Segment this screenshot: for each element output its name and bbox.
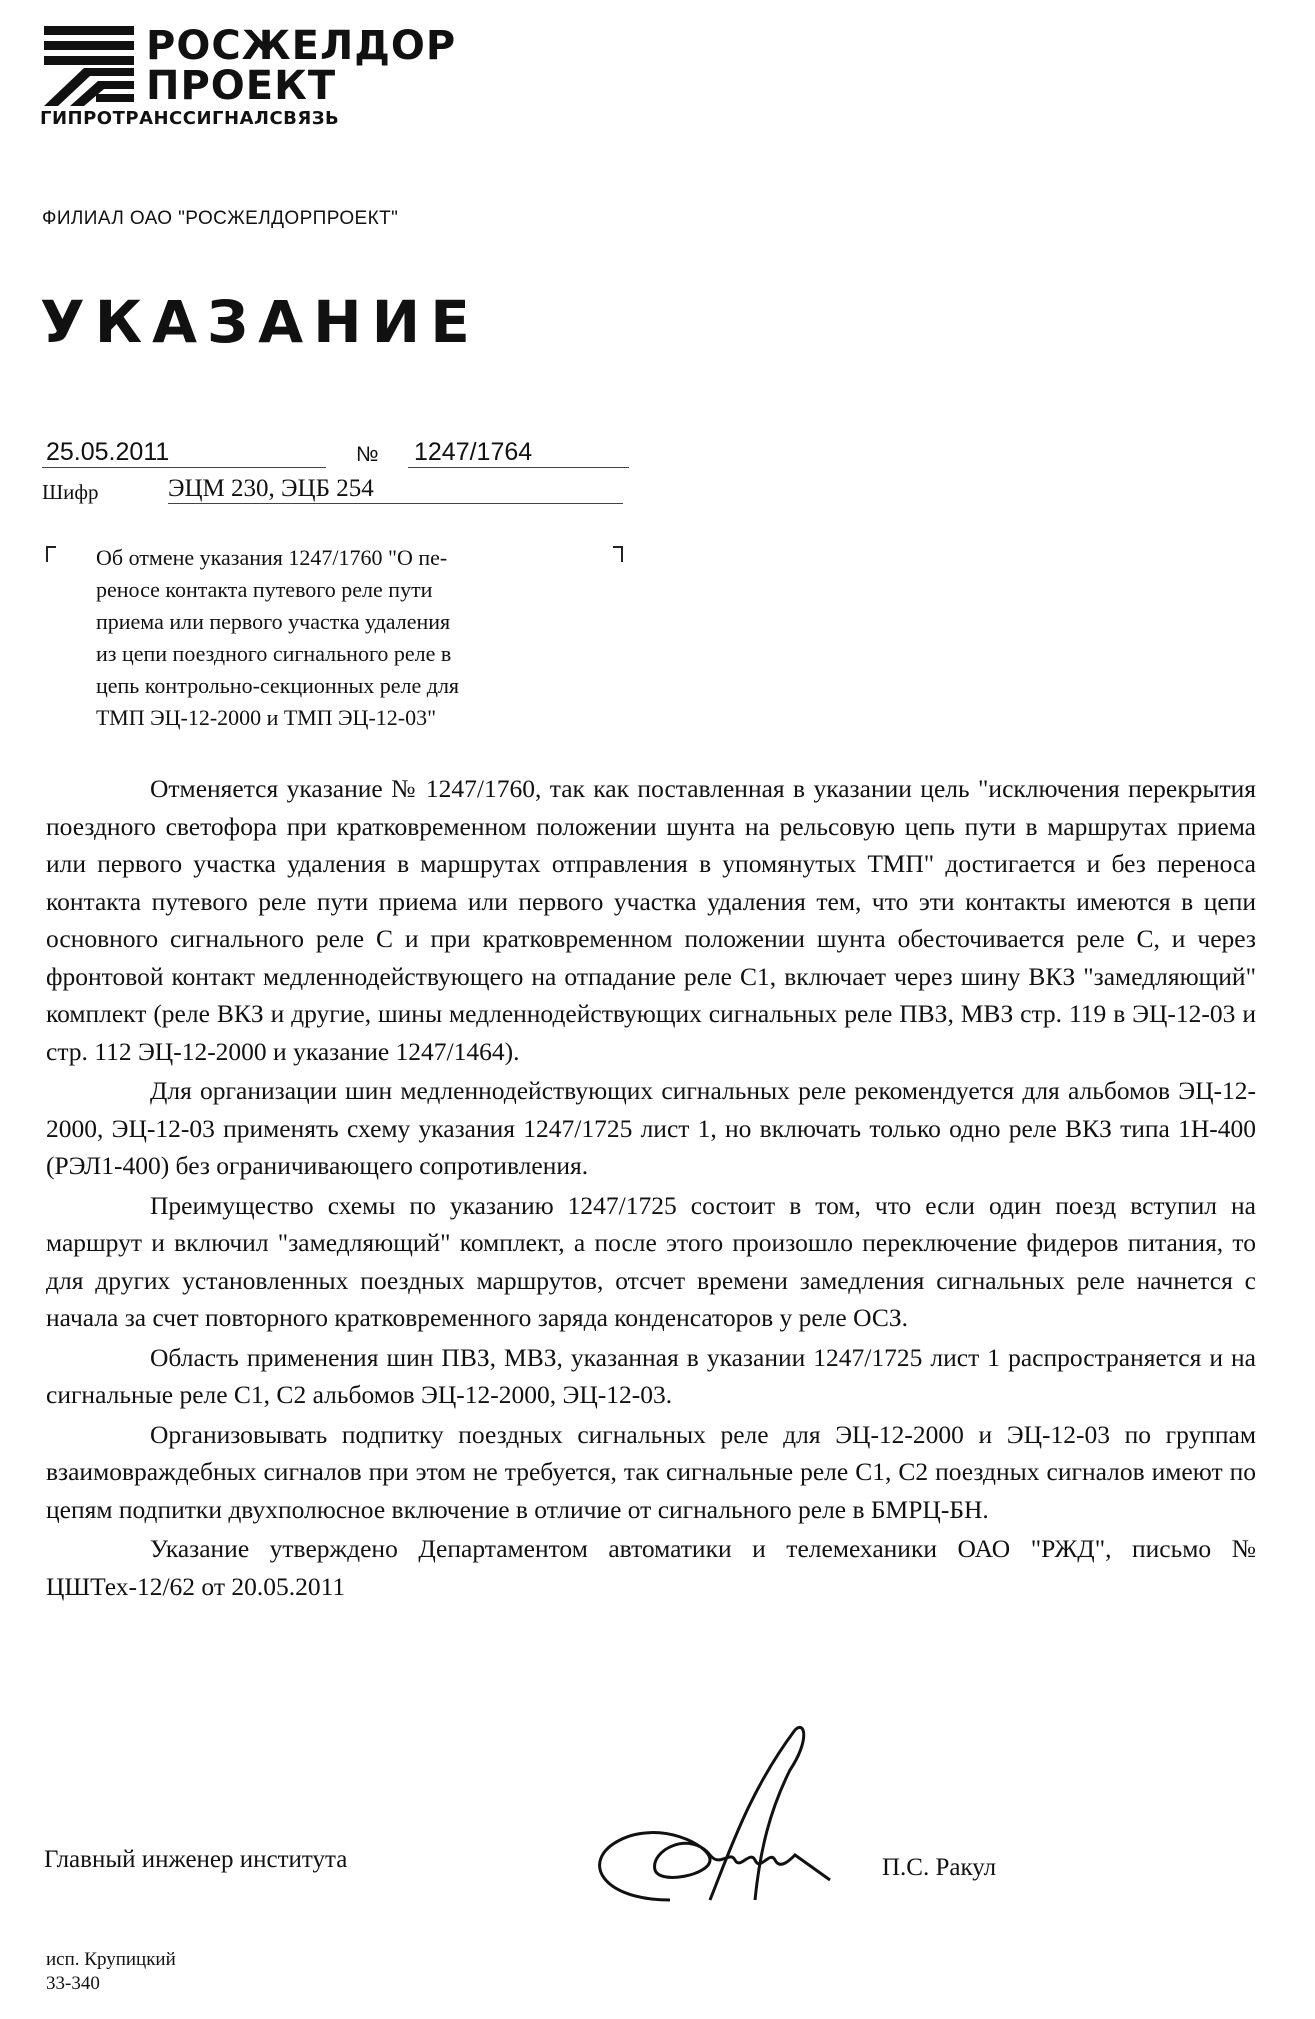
subject-bracket-left	[46, 546, 56, 562]
executor-name: исп. Крупицкий	[46, 1949, 176, 1970]
subject-line: из цепи поездного сигнального реле в	[96, 641, 452, 666]
code-label: Шифр	[42, 480, 99, 504]
subject-line: приема или первого участка удаления	[96, 609, 451, 634]
handwritten-signature	[560, 1710, 840, 1940]
document-date: 25.05.2011	[42, 438, 326, 468]
number-label: №	[356, 443, 379, 466]
body-paragraph: Указание утверждено Департаментом автоматики и телемеханики ОАО "РЖД", письмо № ЦШТех-12/62 от 20.05.2011	[46, 1534, 1256, 1601]
logo-text-line2: ПРОЕКТ	[146, 63, 337, 109]
logo-subtitle: ГИПРОТРАНССИГНАЛСВЯЗЬ	[40, 108, 340, 129]
body-paragraph: Область применения шин ПВЗ, МВЗ, указанная в указании 1247/1725 лист 1 распространяется и на сигнальные реле С1, С2 альбомов ЭЦ-12-2000, ЭЦ-12-03.	[46, 1342, 1256, 1409]
executor-info	[46, 1948, 176, 1996]
branch-name: ФИЛИАЛ ОАО "РОСЖЕЛДОРПРОЕКТ"	[42, 208, 399, 229]
body-paragraph: Организовывать подпитку поездных сигнальных реле для ЭЦ-12-2000 и ЭЦ-12-03 по группам взаимовраждебных сигналов при этом не требуется, так сигнальные реле С1, С2 поездных сигналов имеют по цепям подпитки двухполюсное включение в отличие от сигнального реле в БМРЦ-БН.	[46, 1419, 1256, 1524]
document-subject	[96, 542, 596, 734]
document-number: 1247/1764	[408, 438, 629, 468]
logo-text-line1: РОСЖЕЛДОР	[146, 23, 457, 69]
subject-line: цепь контрольно-секционных реле для	[96, 673, 460, 698]
subject-line: ТМП ЭЦ-12-2000 и ТМП ЭЦ-12-03"	[96, 705, 437, 730]
subject-line: реносе контакта путевого реле пути	[96, 577, 433, 602]
signer-name: П.С. Ракул	[882, 1854, 997, 1881]
signer-position: Главный инженер института	[44, 1846, 348, 1873]
document-body	[46, 770, 1256, 1605]
subject-bracket-right	[613, 546, 623, 562]
body-paragraph: Для организации шин медленнодействующих сигнальных реле рекомендуется для альбомов ЭЦ-12-2000, ЭЦ-12-03 применять схему указания 1247/1725 лист 1, но включать только одно реле ВКЗ типа 1Н-400 (РЭЛ1-400) без ограничивающего сопротивления.	[46, 1076, 1256, 1180]
body-paragraph: Преимущество схемы по указанию 1247/1725 состоит в том, что если один поезд вступил на маршрут и включил "замедляющий" комплект, а после этого произошло переключение фидеров питания, то для других установленных поездных маршрутов, отсчет времени замедления сигнальных реле начнется с начала за счет повторного кратковременного заряда конденсаторов у реле ОСЗ.	[46, 1190, 1256, 1332]
document-code: ЭЦМ 230, ЭЦБ 254	[168, 475, 623, 504]
document-title: УКАЗАНИЕ	[40, 288, 480, 356]
subject-line: Об отмене указания 1247/1760 "О пе-	[96, 545, 448, 570]
body-paragraph: Отменяется указание № 1247/1760, так как поставленная в указании цель "исключения перекрытия поездного светофора при кратковременном положении шунта на рельсовую цепь пути в маршрутах приема или первого участка удаления в маршрутах отправления в упомянутых ТМП" достигается и без переноса контакта путевого реле пути приема или первого участка удаления тем, что эти контакты имеются в цепи основного сигнального реле С и при кратковременном положении шунта обесточивается реле С, и через фронтовой контакт медленнодействующего на отпадание реле С1, включает через шину ВКЗ "замедляющий" комплект (реле ВКЗ и другие, шины медленнодействующих сигнальных реле ПВЗ, МВЗ стр. 119 в ЭЦ-12-03 и стр. 112 ЭЦ-12-2000 и указание 1247/1464).	[46, 774, 1256, 1066]
logo-emblem-icon	[40, 18, 140, 108]
executor-phone: 33-340	[46, 1973, 100, 1994]
